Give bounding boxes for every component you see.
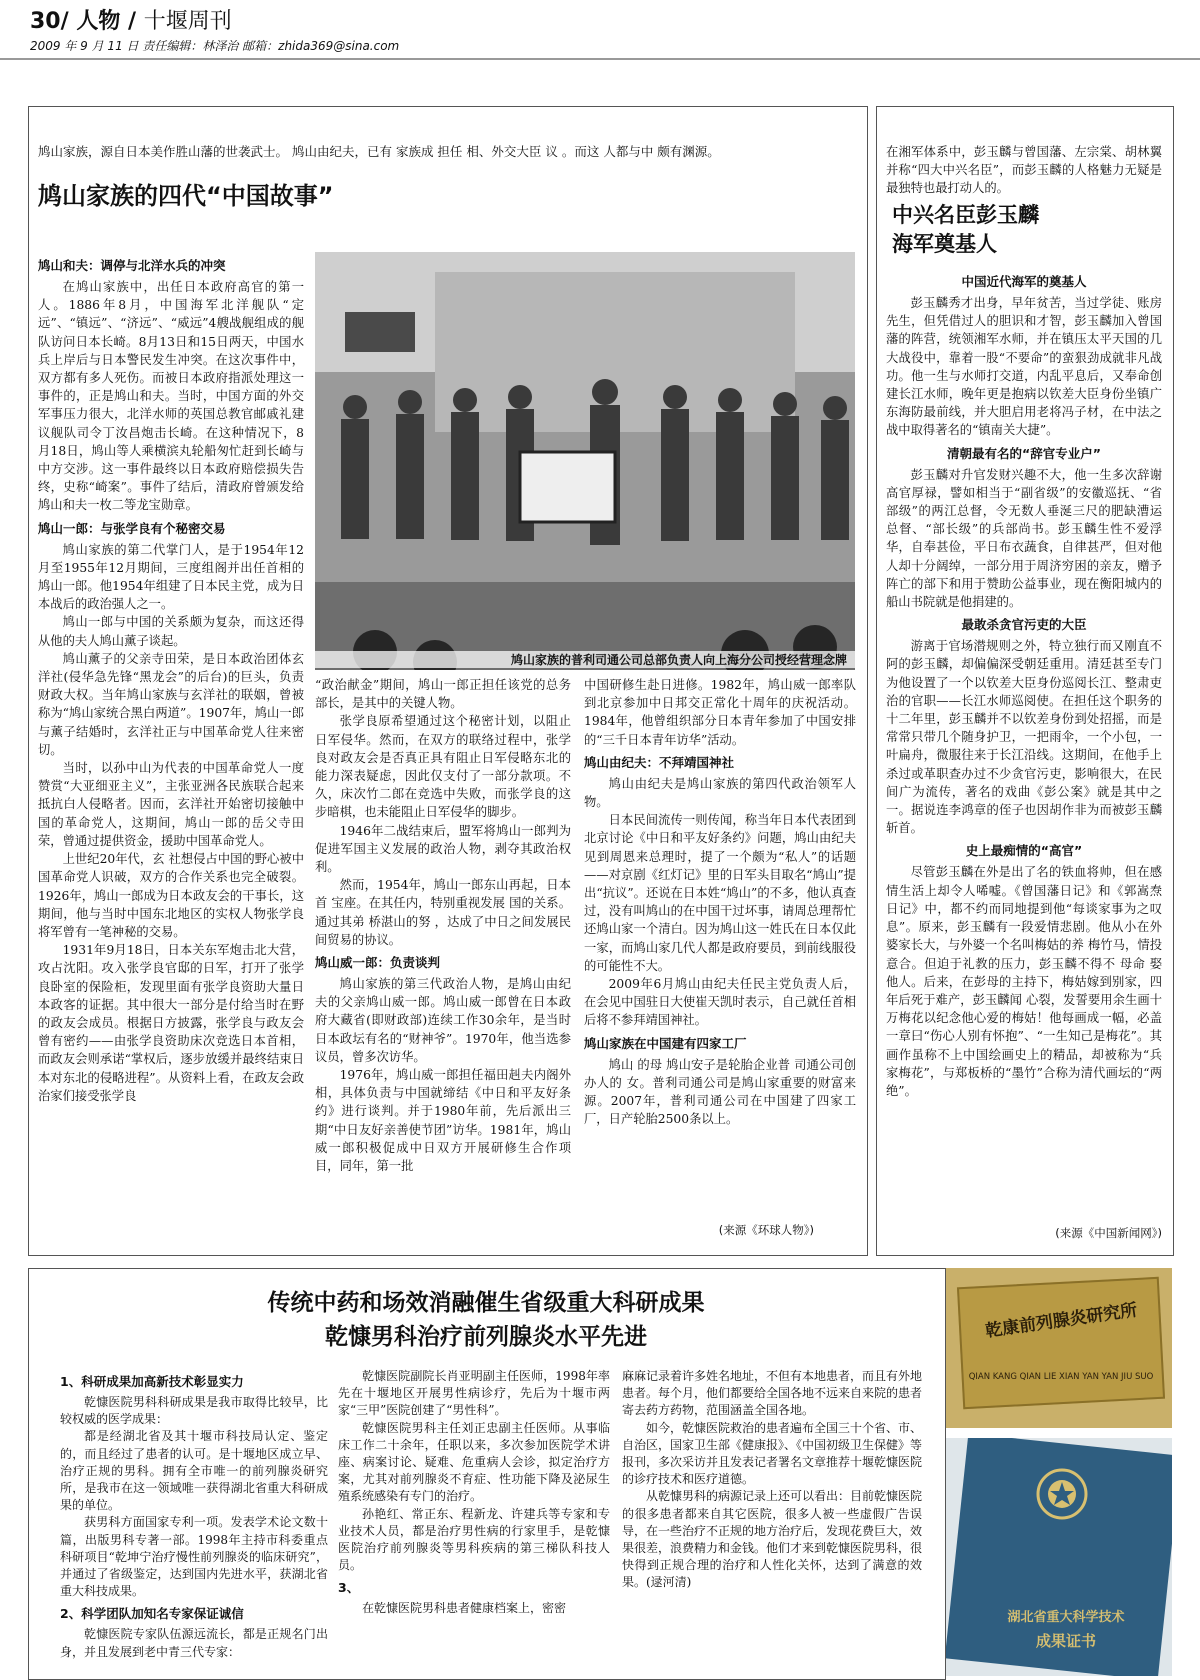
peng-title-2: 海军奠基人 — [892, 232, 997, 256]
paragraph: 1946年二战结束后，盟军将鸠山一郎判为促进军国主义发展的政治人物，剥夺其政治权利。 — [315, 823, 571, 875]
paragraph: 在鸠山家族中，出任日本政府高官的第一人。1886年8月，中国海军北洋舰队“定远”、“镇远”、“济远”、“威远”4艘战舰组成的舰队访问日本长崎。8月13日和15日两天，中国水兵上岸后与日本警民发生冲突。在这次事件中，双方都有多人死伤。而被日本政府指派处理这一事件的，正是鸠山和夫。当时，中国方面的外交军事压力很大，北洋水师的英国总教官邮戚礼建议舰队司令丁汝昌炮击长崎。在这种情况下，8月18日，鸠山等人乘横滨丸轮船匆忙赶到长崎与中方交涉。这一事件最终以日本政府赔偿损失告终，史称“崎案”。事件了结后，清政府曾颁发给鸠山和夫一枚二等龙宝勋章。 — [38, 280, 304, 513]
peng-title-1: 中兴名臣彭玉麟 — [892, 203, 1039, 227]
certificate-line-1: 湖北省重大科学技术 — [1007, 1610, 1125, 1625]
subheading: 鸠山和夫：调停与北洋水兵的冲突 — [38, 258, 226, 273]
masthead-meta: 2009 年 9 月 11 日 责任编辑：林泽治 邮箱：zhida369@sina.com — [30, 39, 400, 53]
subheading: 鸠山威一郎：负责谈判 — [315, 955, 441, 971]
paragraph: 如今，乾慷医院救治的患者遍布全国三十个省、市、自治区，国家卫生部《健康报》、《中国初级卫生保健》等报刊，多次采访并且发表记者署名文章推荐十堰乾慷医院的诊疗技术和医疗道德。 — [622, 1420, 922, 1487]
paragraph: 从乾慷男科的病源记录上还可以看出：目前乾慷医院的很多患者都来自其它医院，很多人被一些虚假广告误导，在一些治疗不正规的地方治疗后，发现花费巨大，效果很差，浪费精力和金钱。他们才来到乾慷医院男科，很快得到正规合理的治疗和人性化关怀，达到了满意的效果。(逯河清) — [622, 1489, 922, 1590]
paragraph: 然而，1954年，鸠山一郎东山再起，日本首 宝座。在其任内，特别重视发展 国的关系。通过其弟 桥湛山的努 ，达成了中日之间发展民间贸易的协议。 — [315, 878, 571, 947]
plaque-chinese: 乾康前列腺炎研究所 — [984, 1300, 1139, 1342]
hatoyama-source: (来源《环球人物》) — [718, 1223, 814, 1237]
subheading: 2、科学团队加知名专家保证诚信 — [60, 1606, 244, 1622]
paragraph: 获男科方面国家专利一项。发表学术论文数十篇，出版男科专著一部。1998年主持市科委重点科研项目“乾坤宁治疗慢性前列腺炎的临床研究”，并通过了省级鉴定，达到国内先进水平，获湖北省重大科技成果。 — [60, 1515, 328, 1599]
subheading: 鸠山由纪夫：不拜靖国神社 — [584, 754, 735, 770]
subheading: 3、 — [338, 1580, 360, 1596]
paragraph: 在乾慷医院男科患者健康档案上，密密 — [362, 1601, 567, 1616]
paragraph: 彭玉麟对升官发财兴趣不大，他一生多次辞谢高官厚禄，譬如相当于“副省级”的安徽巡抚、“省部级”的两江总督，令无数人垂涎三尺的肥缺漕运总督、“部长级”的兵部尚书。彭玉麟生性不爱浮华，自奉甚俭，平日布衣蔬食，自律甚严，但对他人却十分阔绰，一部分用于周济穷困的亲友，赠予阵亡的部下和用于赞助公益事业，现在衡阳城内的船山书院就是他捐建的。 — [886, 467, 1162, 610]
peng-lead: 在湘军体系中，彭玉麟与曾国藩、左宗棠、胡林翼并称“四大中兴名臣”，而彭玉麟的人格魅力无疑是最独特也最打动人的。 — [886, 145, 1162, 196]
masthead-slash: / — [128, 9, 137, 34]
hatoyama-col1 — [38, 252, 304, 1237]
section-name: 人物 — [76, 9, 121, 34]
subheading: 鸠山家族在中国建有四家工厂 — [584, 1035, 747, 1051]
paragraph: 当时，以孙中山为代表的中国革命党人一度赞赏“大亚细亚主义”，主张亚洲各民族联合起来抵抗白人侵略者。因而，玄洋社开始密切接触中国的革命党人，这期间，鸠山一郎的岳父寺田荣，曾通过提供资金，援助中国革命党人。 — [38, 761, 304, 848]
paragraph: 1931年9月18日，日本关东军炮击北大营，攻占沈阳。攻入张学良官邸的日军，打开了张学良卧室的保险柜，发现里面有张学良资助大量日本政客的证据。其中很大一部分是付给当时在野的政友会成员。根据日方披露，张学良与政友会曾有密约——由张学良资助床次竞选日本首相，而政友会则承诺“掌权后，逐步放缓并最终结束日本对东北的侵略进程”。从资料上看，在政友会政治家们接受张学良 — [38, 943, 304, 1103]
hatoyama-photo — [315, 252, 855, 670]
paragraph: 都是经湖北省及其十堰市科技局认定、鉴定的，而且经过了患者的认可。是十堰地区成立早、治疗正规的男科。拥有全市唯一的前列腺炎研究所，是我市在这一领域唯一获得湖北省重大科研成果的单位。 — [60, 1429, 328, 1513]
paragraph: 乾慷医院副院长肖亚明副主任医师，1998年率先在十堰地区开展男性病诊疗，先后为十堰市两家“三甲”医院创建了“男性科”。 — [338, 1369, 610, 1418]
paragraph: 鸠山 的母 鸠山安子是轮胎企业普 司通公司创办人的 女。普利司通公司是鸠山家重要的财富来源。2007年，普利司通公司在中国建了四家工厂，日产轮胎2500条以上。 — [584, 1057, 856, 1127]
paragraph: 游离于官场潜规则之外，特立独行而又刚直不阿的彭玉麟，却偏偏深受朝廷重用。清廷甚至专门为他设置了一个以钦差大臣身份巡阅长江、整肃吏治的官职——长江水师巡阅使。在担任这个职务的十二年里，彭玉麟并不以钦差身份到处招摇，而是常常只带几个随身护卫，一把雨伞，一个小包，一叶扁舟，微服往来于长江沿线。这期间，在他手上杀过或革职查办过不少贪官污吏，影响很大，在民间广为流传，著名的戏曲《彭公案》就是其中之一。据说连李鸿章的侄子也因胡作非为而被彭玉麟斩首。 — [886, 639, 1162, 836]
subheading: 鸠山一郎：与张学良有个秘密交易 — [38, 520, 226, 536]
paragraph: 鸠山家族的第三代政治人物，是鸠山由纪夫的父亲鸠山威一郎。鸠山威一郎曾在日本政府大藏省(即财政部)连续工作30余年，是当时日本政坛有名的“财神爷”。1970年，他当选参议员，曾多次访华。 — [315, 977, 571, 1064]
national-emblem-icon — [1034, 1466, 1090, 1522]
paragraph: 1976年，鸠山威一郎担任福田赳夫内阁外相，具体负责与中国就缔结《中日和平友好条约》进行谈判。并于1980年前，先后派出三期“中日友好亲善使节团”访华。1981年，鸠山威一郎积极促成中日双方开展研修生合作项目，同年，第一批 — [315, 1068, 571, 1174]
certificate-line-2: 成果证书 — [1035, 1632, 1096, 1650]
peng-body — [886, 268, 1162, 1218]
paragraph: 鸠山由纪夫是鸠山家族的第四代政治领军人物。 — [584, 776, 856, 810]
hatoyama-title: 鸠山家族的四代“中国故事” — [38, 182, 334, 210]
paper-name: 十堰周刊 — [143, 9, 232, 34]
ad-title-1: 传统中药和场效消融催生省级重大科研成果 — [267, 1290, 705, 1316]
ad-col1 — [60, 1368, 328, 1674]
subheading: 最敢杀贪官污吏的大臣 — [961, 617, 1087, 633]
ad-title-2: 乾慷男科治疗前列腺炎水平先进 — [325, 1324, 647, 1350]
ad-col3 — [622, 1368, 922, 1674]
paragraph: 鸠山薰子的父亲寺田荣，是日本政治团体玄洋社(侵华急先锋“黑龙会”的后台)的巨头，负责财政大权。当年鸠山家族与玄洋社的联姻，曾被称为“鸠山家统合黑白两道”。1907年，鸠山一郎与薰子结婚时，玄洋社正与中国革命党人往来密切。 — [38, 651, 304, 757]
subheading: 史上最痴情的“高官” — [965, 843, 1083, 859]
certificate-photo — [946, 1438, 1172, 1676]
subheading: 1、科研成果加高新技术彰显实力 — [60, 1374, 244, 1389]
paragraph: 日本民间流传一则传闻，称当年日本代表团到北京讨论《中日和平友好条约》问题，鸠山由纪夫见到周恩来总理时，提了一个颇为“私人”的话题——对京剧《红灯记》里的日军头目取名“鸠山”提出“抗议”。还说在日本姓“鸠山”的不多，他认真查过，没有叫鸠山的在中国干过坏事，请周总理帮忙还鸠山家一个清白。因为鸠山这一姓氏在日本仅此一家，而鸠山家几代人都是政府要员，到前线服役的可能性不大。 — [584, 813, 856, 973]
ad-col2 — [338, 1368, 610, 1674]
hatoyama-col3 — [584, 676, 856, 1218]
masthead — [30, 4, 1170, 58]
paragraph: 上世纪20年代，玄 社想侵占中国的野心被中国革命党人识破，双方的合作关系也完全破裂。1926年，鸠山一郎成为日本政友会的干事长，这期间，他与当时中国东北地区的实权人物张学良将军曾有一笔神秘的交易。 — [38, 852, 304, 939]
peng-source: (来源《中国新闻网》) — [1055, 1226, 1162, 1240]
page-number: 30/ — [30, 9, 69, 34]
subheading: 中国近代海军的奠基人 — [961, 274, 1087, 289]
paragraph: 乾慷医院男科主任刘正忠副主任医师。从事临床工作二十余年，任职以来，多次参加医院学术讲座、病案讨论、疑难、危重病人会诊，拟定治疗方案，尤其对前列腺炎不育症、性功能下降及泌尿生殖系统感染有专门的治疗。 — [338, 1420, 610, 1504]
paragraph-continued: 中国研修生赴日进修。1982年，鸠山威一郎率队到北京参加中日邦交正常化十周年的庆祝活动。1984年，他曾组织部分日本青年参加了中国安排的“三千日本青年访华”活动。 — [584, 678, 856, 747]
paragraph: 乾慷医院专家队伍源远流长，都是正规名门出身，并且发展到老中青三代专家： — [60, 1627, 328, 1659]
paragraph: 孙艳红、常正东、程新龙、许建兵等专家和专业技术人员，都是治疗男性病的行家里手，是乾慷医院治疗前列腺炎等男科疾病的第三梯队科技人员。 — [338, 1506, 610, 1573]
paragraph: 鸠山家族的第二代掌门人，是于1954年12月至1955年12月期间，三度组阁并出任首相的鸠山一郎。他1954年组建了日本民主党，成为日本战后的政治强人之一。 — [38, 542, 304, 612]
paragraph: 乾慷医院男科科研成果是我市取得比较早，比较权威的医学成果： — [60, 1395, 328, 1427]
paragraph: 张学良原希望通过这个秘密计划，以阻止日军侵华。然而，在双方的联络过程中，张学良对政友会是否真正具有阻止日军侵略东北的能力深表疑虑，因此仅支付了一部分款项。不久，床次竹二郎在竞选中失败，而张学良的这步暗棋，也未能阻止日军侵华的脚步。 — [315, 714, 571, 820]
masthead-rule — [0, 58, 1200, 60]
plaque-pinyin: QIAN KANG QIAN LIE XIAN YAN YAN JIU SUO — [968, 1372, 1154, 1382]
hatoyama-lead: 鸠山家族，源自日本美作胜山藩的世袭武士。 鸠山由纪夫，已有 家族成 担任 相、外交大臣 议 。而这 人都与中 颇有渊源。 — [38, 144, 720, 159]
paragraph: 鸠山一郎与中国的关系颇为复杂，而这还得从他的夫人鸠山薰子谈起。 — [38, 615, 304, 648]
paragraph: 尽管彭玉麟在外是出了名的铁血将帅，但在感情生活上却令人唏嘘。《曾国藩日记》和《郭嵩焘日记》中，都不约而同地提到他“每谈家事为之叹息”。原来，彭玉麟有一段爱情悲剧。他从小在外婆家长大，与外婆一个名叫梅姑的养 梅竹马，情投意合。但迫于礼教的压力，彭玉麟不得不 母命 娶他人。后来，在彭母的主持下，梅姑嫁到别家，四年后死于难产，彭玉麟闻 心裂，发誓要用余生画十万梅花以纪念他心爱的梅姑！他每画成一幅，必盖一章曰“伤心人别有怀抱”、“一生知己是梅花”。其画作虽称不上中国绘画史上的精品，却被称为“兵家梅花”，与郑板桥的“墨竹”合称为清代画坛的“两绝”。 — [886, 865, 1162, 1098]
subheading: 清朝最有名的“辞官专业户” — [947, 445, 1101, 461]
ceremony-photo-illustration — [315, 252, 855, 670]
photo-caption: 鸠山家族的普利司通公司总部负责人向上海分公司授经营理念牌 — [315, 651, 855, 668]
paragraph: 彭玉麟秀才出身，早年贫苦，当过学徒、账房先生，但凭借过人的胆识和才智，彭玉麟加入曾国藩的阵营，统领湘军水师，并在镇压太平天国的几大战役中，靠着一股“不要命”的蛮狠劲成就非凡战功。他一生与水师打交道，内乱平息后，又奉命创建长江水师，晚年更是抱病以钦差大臣身份坐镇广东海防最前线，并大胆启用老将冯子材，在中法之战中取得著名的“镇南关大捷”。 — [886, 296, 1162, 438]
paragraph-continued: 麻麻记录着许多姓名地址，不但有本地患者，而且有外地患者。每个月，他们都要给全国各地不远来自来院的患者寄去药方药物，范围涵盖全国各地。 — [622, 1369, 922, 1418]
hatoyama-col2 — [315, 676, 571, 1236]
institute-plaque-photo — [946, 1268, 1172, 1428]
paragraph: 2009年6月鸠山由纪夫任民主党负责人后，在会见中国驻日大使崔天凯时表示，自己就任首相后将不参拜靖国神社。 — [584, 977, 856, 1028]
paragraph-continued: “政治献金”期间，鸠山一郎正担任该党的总务部长，是其中的关键人物。 — [315, 678, 571, 711]
